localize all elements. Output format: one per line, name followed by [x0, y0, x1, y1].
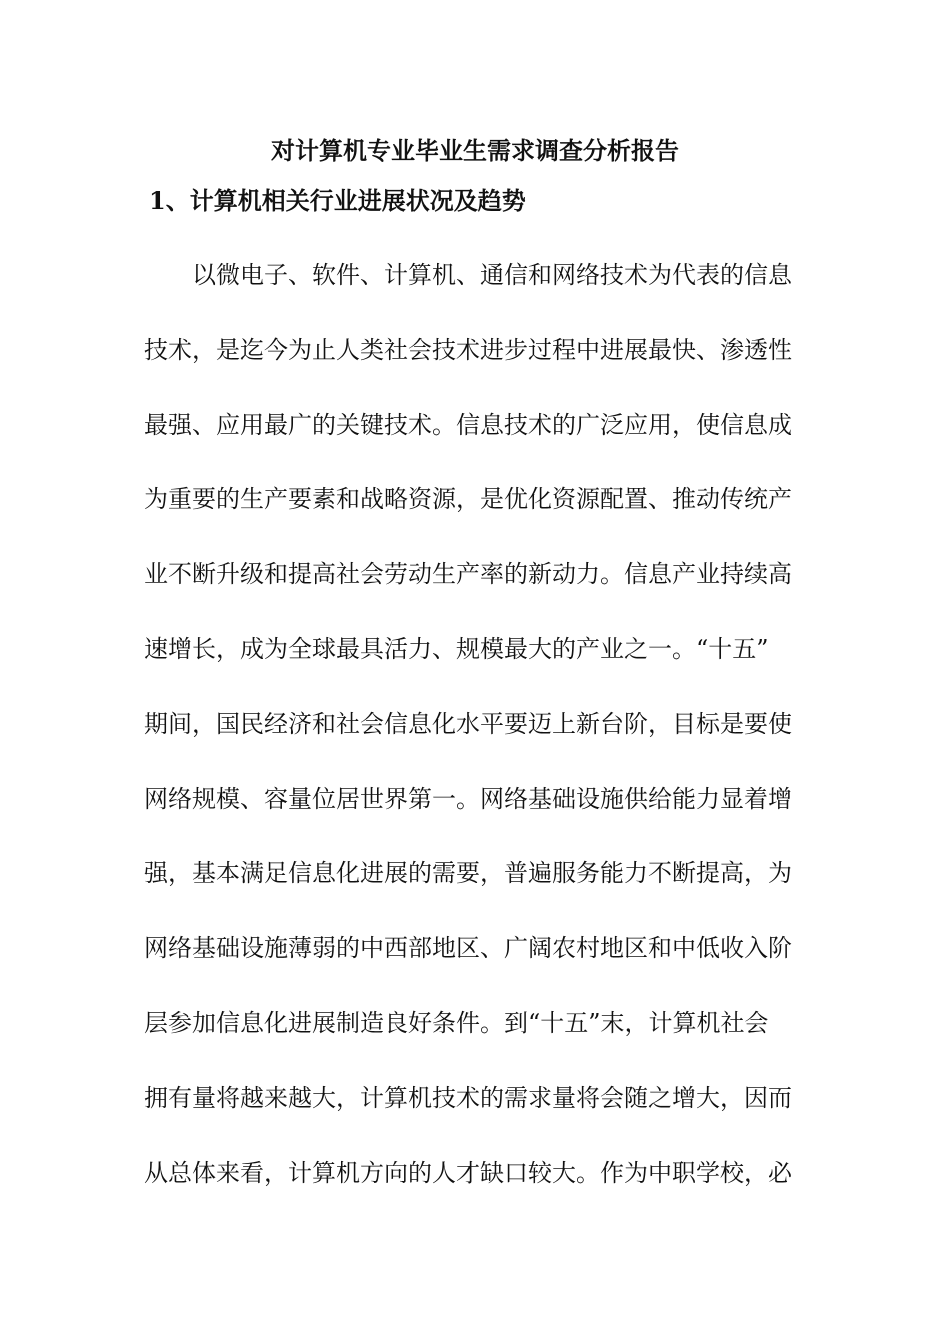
paragraph-line: 为重要的生产要素和战略资源，是优化资源配置、推动传统产 — [144, 485, 792, 514]
body-paragraph — [144, 255, 808, 1227]
paragraph-line: 最强、应用最广的关键技术。信息技术的广泛应用，使信息成 — [144, 410, 792, 439]
paragraph-line: 业不断升级和提高社会劳动生产率的新动力。信息产业持续高 — [144, 560, 792, 589]
paragraph-line: 速增长，成为全球最具活力、规模最大的产业之一。“十五” — [144, 634, 769, 663]
paragraph-line: 期间，国民经济和社会信息化水平要迈上新台阶，目标是要使 — [144, 709, 792, 738]
paragraph-line: 网络规模、容量位居世界第一。网络基础设施供给能力显着增 — [144, 784, 792, 813]
paragraph-line: 从总体来看，计算机方向的人才缺口较大。作为中职学校，必 — [144, 1158, 792, 1187]
paragraph-line: 层参加信息化进展制造良好条件。到“十五”末，计算机社会 — [144, 1008, 769, 1037]
section-heading: 1、计算机相关行业进展状况及趋势 — [149, 186, 526, 215]
paragraph-line: 技术，是迄今为止人类社会技术进步过程中进展最快、渗透性 — [144, 335, 792, 364]
paragraph-line: 以微电子、软件、计算机、通信和网络技术为代表的信息 — [192, 261, 792, 289]
paragraph-line: 强，基本满足信息化进展的需要，普遍服务能力不断提高，为 — [144, 859, 792, 888]
paragraph-line: 网络基础设施薄弱的中西部地区、广阔农村地区和中低收入阶 — [144, 934, 792, 963]
document-title: 对计算机专业毕业生需求调查分析报告 — [271, 136, 679, 165]
paragraph-line: 拥有量将越来越大，计算机技术的需求量将会随之增大，因而 — [144, 1083, 792, 1112]
